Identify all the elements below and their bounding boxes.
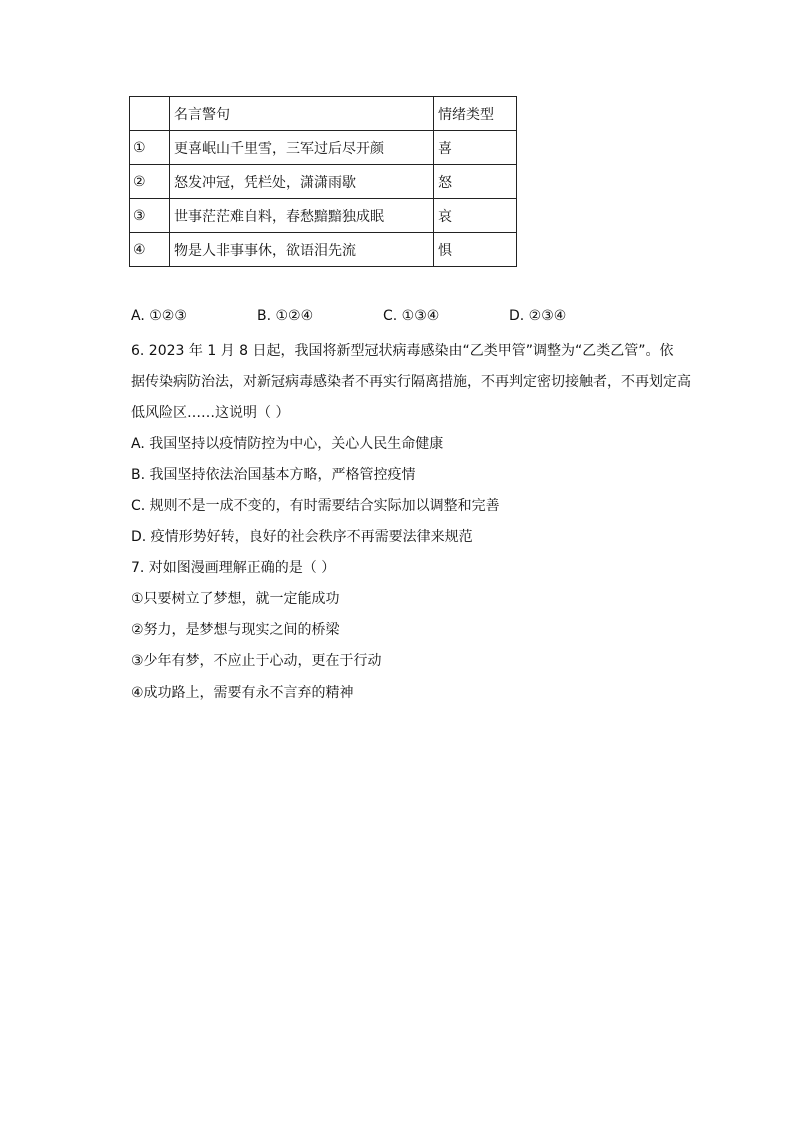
q5-options [131, 308, 691, 328]
table-header-cell: 情绪类型 [434, 97, 517, 131]
table-cell-quote: 物是人非事事休，欲语泪先流 [170, 233, 434, 267]
table-cell-emotion: 惧 [434, 233, 517, 267]
q5-option-a: A. ①②③ [131, 308, 187, 324]
table-header-cell [130, 97, 170, 131]
table-row [130, 165, 517, 199]
table-cell-quote: 世事茫茫难自料，春愁黯黯独成眠 [170, 199, 434, 233]
q7-item-1: ①只要树立了梦想，就一定能成功 [131, 591, 340, 607]
table-row [130, 131, 517, 165]
table-row [130, 199, 517, 233]
q7-item-2: ②努力，是梦想与现实之间的桥梁 [131, 622, 340, 638]
q6-option-b: B. 我国坚持依法治国基本方略，严格管控疫情 [131, 467, 416, 483]
q6-option-a: A. 我国坚持以疫情防控为中心，关心人民生命健康 [131, 436, 444, 452]
table-cell-quote: 怒发冲冠，凭栏处，潇潇雨歇 [170, 165, 434, 199]
q6-option-d: D. 疫情形势好转，良好的社会秩序不再需要法律来规范 [131, 529, 473, 545]
q6-stem-line-3: 低风险区……这说明（ ） [131, 405, 290, 421]
table-cell-quote: 更喜岷山千里雪，三军过后尽开颜 [170, 131, 434, 165]
q6-stem-line-2: 据传染病防治法，对新冠病毒感染者不再实行隔离措施，不再判定密切接触者，不再划定高 [131, 374, 691, 390]
table-cell-number: ④ [130, 233, 170, 267]
q6-stem-line-1: 6. 2023 年 1 月 8 日起，我国将新型冠状病毒感染由“乙类甲管”调整为“乙类乙管”。依 [131, 343, 674, 359]
table-cell-number: ③ [130, 199, 170, 233]
table-cell-emotion: 哀 [434, 199, 517, 233]
table-cell-emotion: 怒 [434, 165, 517, 199]
table-row [130, 233, 517, 267]
q5-option-b: B. ①②④ [257, 308, 314, 324]
q5-option-c: C. ①③④ [383, 308, 440, 324]
q5-option-d: D. ②③④ [509, 308, 567, 324]
table-header-row [130, 97, 517, 131]
table-cell-number: ① [130, 131, 170, 165]
q7-item-3: ③少年有梦，不应止于心动，更在于行动 [131, 653, 382, 669]
quote-emotion-table [129, 96, 517, 267]
q6-option-c: C. 规则不是一成不变的，有时需要结合实际加以调整和完善 [131, 498, 500, 514]
table-cell-emotion: 喜 [434, 131, 517, 165]
table-cell-number: ② [130, 165, 170, 199]
q7-stem: 7. 对如图漫画理解正确的是（ ） [131, 560, 336, 576]
table-header-cell: 名言警句 [170, 97, 434, 131]
q7-item-4: ④成功路上，需要有永不言弃的精神 [131, 685, 354, 701]
